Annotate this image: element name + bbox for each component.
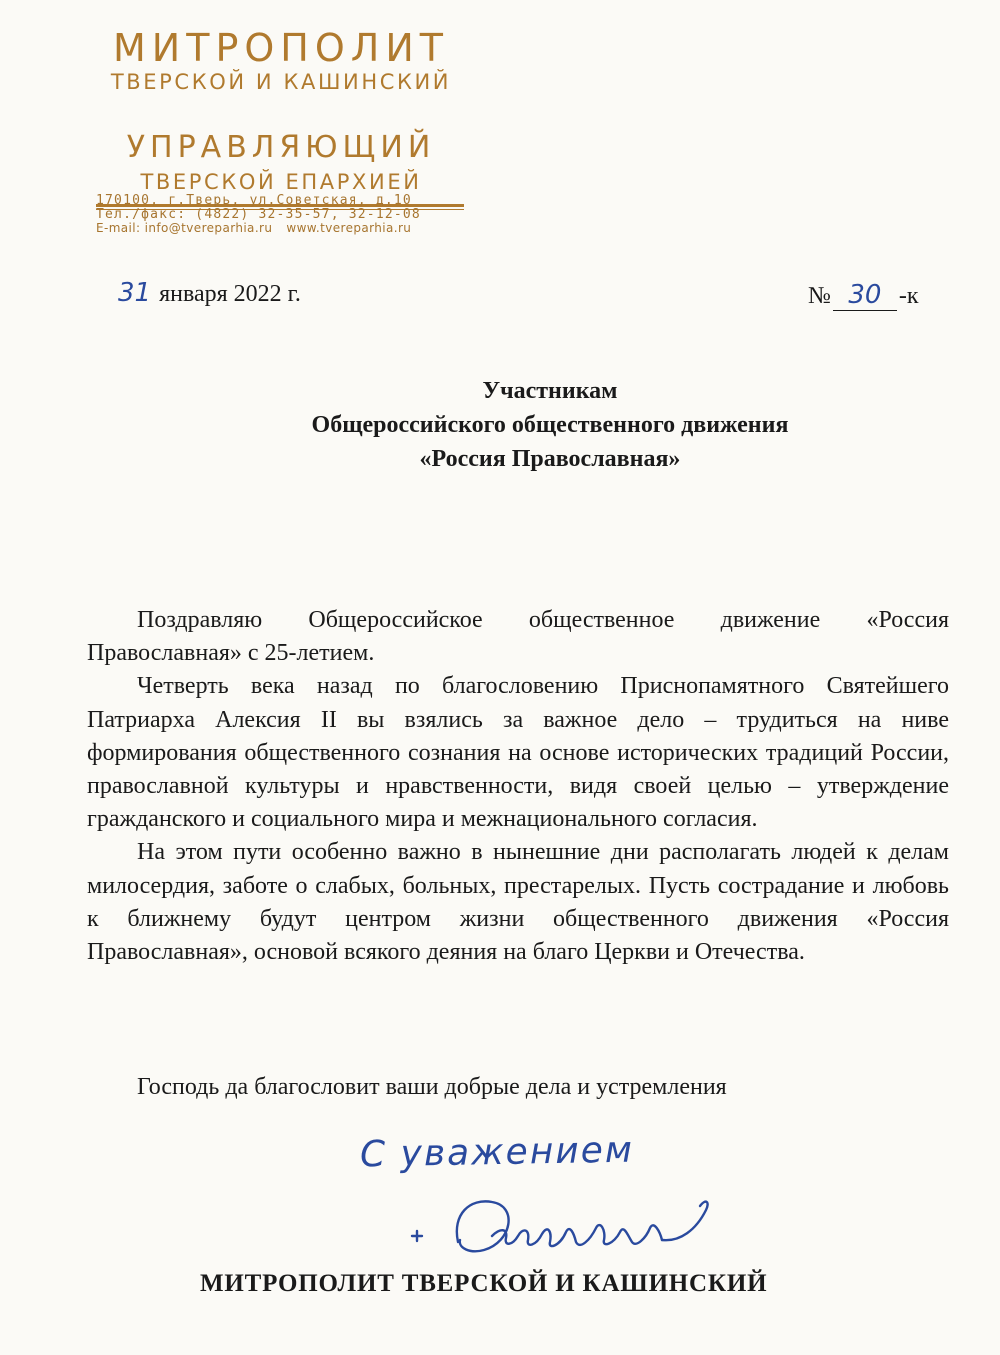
- body-paragraph: На этом пути особенно важно в нынешние дни располагать людей к делам милосердия, заботе о слабых, больных, престарелых. Пусть сострадание и любовь к ближнему будут центром жизни общественного движения «Россия Православная», основой всякого деяния на благо Церкви и Отечества.: [87, 839, 949, 966]
- number-suffix: -к: [898, 283, 919, 309]
- letterhead-subtitle: ТВЕРСКОЙ И КАШИНСКИЙ: [110, 70, 452, 94]
- addressee-line: Общероссийского общественного движения: [311, 412, 789, 438]
- body-paragraph: Поздравляю Общероссийское общественное движение «Россия Православная» с 25-летием.: [87, 607, 949, 667]
- letterhead-title-secondary: УПРАВЛЯЮЩИЙ: [126, 130, 436, 165]
- letterhead-title: МИТРОПОЛИТ: [113, 26, 449, 70]
- addressee-block: [160, 374, 940, 476]
- signer-title: МИТРОПОЛИТ ТВЕРСКОЙ И КАШИНСКИЙ: [200, 1270, 768, 1297]
- letterhead-website: www.tvereparhia.ru: [286, 221, 412, 235]
- letterhead-phone: Тел./факс: (4822) 32-35-57, 32-12-08: [96, 207, 421, 222]
- handwritten-salutation: С уважением: [359, 1129, 635, 1176]
- number-value-handwritten: 30: [848, 280, 882, 310]
- addressee-line: Участникам: [482, 378, 618, 404]
- letter-number: [808, 280, 948, 311]
- signature-scribble: [400, 1184, 720, 1274]
- letterhead-contacts: [96, 221, 466, 236]
- number-prefix: №: [808, 283, 831, 309]
- date-text: января 2022 г.: [159, 281, 301, 307]
- letterhead-subtitle-secondary: ТВЕРСКОЙ ЕПАРХИЕЙ: [140, 170, 422, 194]
- addressee-line: «Россия Православная»: [419, 446, 681, 472]
- letter-date: [118, 278, 301, 308]
- body-paragraph: Четверть века назад по благословению Приснопамятного Святейшего Патриарха Алексия II вы взялись за важное дело – трудиться на ниве формирования общественного сознания на основе исторических традиций России, православной культуры и нравственности, видя своей целью – утверждение гражданского и социального мира и межнационального согласия.: [87, 673, 949, 833]
- letterhead-email: E-mail: info@tvereparhia.ru: [96, 221, 273, 235]
- number-blank: [833, 280, 897, 311]
- letter-body: [87, 604, 949, 969]
- closing-line: Господь да благословит ваши добрые дела и устремления: [137, 1074, 727, 1100]
- date-day-handwritten: 31: [118, 278, 152, 308]
- letterhead-address: 170100, г.Тверь, ул.Советская, д.10: [96, 193, 412, 208]
